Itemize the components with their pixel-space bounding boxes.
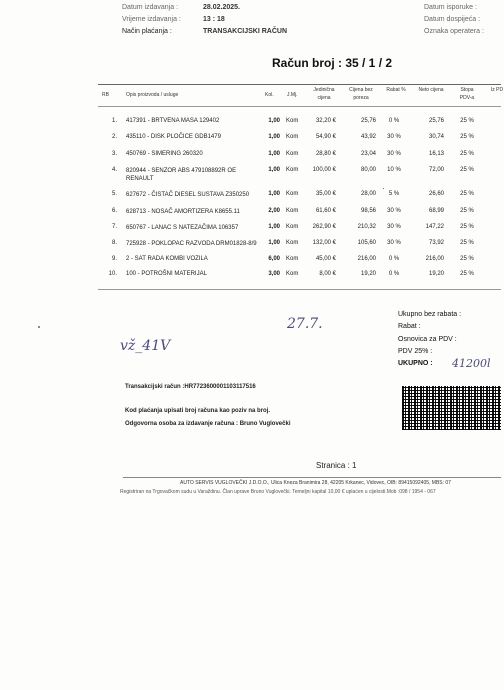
operator-label: Oznaka operatera : (424, 28, 484, 35)
cell-vat: 25 % (460, 134, 474, 140)
cell-unit: Kom (286, 191, 299, 197)
cell-desc: 435110 - DISK PLOČICE GDB1479 (126, 134, 221, 140)
cell-unit: Kom (286, 151, 299, 157)
due-label: Datum dospijeća : (424, 16, 481, 23)
cell-rb: 9. (111, 256, 117, 262)
cell-discount: 30 % (387, 224, 401, 230)
table-top-rule (98, 84, 501, 85)
summary-vat-base: Osnovica za PDV : (398, 336, 457, 343)
cell-neto: 30,74 (428, 134, 444, 140)
cell-neto: 216,00 (425, 256, 444, 262)
cell-neto: 68,99 (428, 208, 444, 214)
cell-vat: 25 % (460, 208, 474, 214)
cell-desc: 820944 - SENZOR ABS 479108892R OE RENAULT (126, 168, 237, 182)
col-price-no-tax: Cijena bez poreza (349, 87, 373, 101)
cell-neto: 19,20 (428, 271, 444, 277)
cell-neto: 16,13 (428, 151, 444, 157)
date-issue-value: 28.02.2025. (203, 4, 240, 11)
summary-without-discount: Ukupno bez rabata : (398, 311, 462, 318)
summary-vat: PDV 25% : (398, 348, 433, 355)
cell-price: 54,90 € (315, 134, 336, 140)
footer-registration: Registriran na Trgovačkom sudu u Varaždinu. Član uprave Bruno Vuglovečki. Temeljni kapital 10,00 € uplaćen u cijelosti.Mob :098 / 1954 - 067 (120, 489, 436, 495)
cell-price: 35,00 € (315, 191, 336, 197)
cell-price: 32,20 € (315, 118, 336, 124)
cell-qty: 2,00 (268, 208, 280, 214)
payment-reference-note: Kod plaćanja upisati broj računa kao poziv na broj. (125, 408, 271, 414)
cell-vat: 25 % (460, 240, 474, 246)
cell-vat: 25 % (460, 256, 474, 262)
cell-discount: 30 % (387, 240, 401, 246)
cell-vat: 25 % (460, 271, 474, 277)
cell-discount: 0 % (388, 271, 400, 277)
cell-discount: 10 % (387, 167, 401, 173)
cell-neto: 72,00 (428, 167, 444, 173)
cell-desc: 650767 - LANAC S NATEZAČIMA 106357 (126, 225, 239, 231)
date-issue-label: Datum izdavanja : (122, 4, 179, 11)
payment-label: Način plaćanja : (122, 28, 172, 35)
cell-qty: 1,00 (268, 240, 280, 246)
cell-qty: 6,00 (268, 256, 280, 262)
cell-vat: 25 % (460, 191, 474, 197)
footer-company: AUTO SERVIS VUGLOVEČKI J.D.O.O., Ulica Kneza Branimira 28, 42205 Krkanec, Vidovec, OIB: 89415092405, MBS: 07 (180, 480, 451, 486)
cell-price: 132,00 € (312, 240, 336, 246)
cell-unit: Kom (286, 271, 299, 277)
cell-neto: 147,22 (425, 224, 444, 230)
cell-desc: 100 - POTROŠNI MATERIJAL (126, 271, 207, 277)
handwritten-total: 41200l (452, 357, 491, 370)
cell-net_price: 25,76 (360, 118, 376, 124)
cell-discount: 0 % (388, 256, 400, 262)
cell-rb: 7. (111, 224, 117, 230)
col-vat-amount: Iz PD (490, 87, 504, 93)
cell-rb: 2. (111, 134, 117, 140)
col-desc: Opis proizvoda / usluge (126, 92, 179, 98)
cell-unit: Kom (286, 167, 299, 173)
cell-qty: 3,00 (268, 271, 280, 277)
cell-price: 28,80 € (315, 151, 336, 157)
cell-rb: 5. (111, 191, 117, 197)
col-vat-rate: Stopa PDV-a (459, 87, 475, 101)
cell-desc: 628713 - NOSAČ AMORTIZERA K8655.11 (126, 209, 240, 215)
cell-qty: 1,00 (268, 134, 280, 140)
cell-unit: Kom (286, 134, 299, 140)
time-issue-value: 13 : 18 (203, 16, 225, 23)
col-rb: RB (102, 92, 109, 98)
cell-price: 8,00 € (319, 271, 336, 277)
cell-qty: 1,00 (268, 151, 280, 157)
payment-barcode (402, 386, 501, 430)
cell-net_price: 19,20 (360, 271, 376, 277)
scan-speck (38, 326, 40, 328)
cell-rb: 6. (111, 208, 117, 214)
bank-account: Transakcijski račun :HR7723600001103117516 (125, 384, 256, 390)
cell-discount: 0 % (388, 118, 400, 124)
cell-qty: 1,00 (268, 118, 280, 124)
cell-discount: 30 % (387, 208, 401, 214)
cell-net_price: 23,04 (360, 151, 376, 157)
cell-vat: 25 % (460, 224, 474, 230)
table-header-rule (98, 106, 501, 107)
page-number: Stranica : 1 (316, 461, 357, 470)
cell-discount: 5 % (388, 191, 400, 197)
col-discount: Rabat % (386, 87, 406, 93)
delivery-label: Datum isporuke : (424, 4, 477, 11)
cell-net_price: 43,92 (360, 134, 376, 140)
cell-net_price: 210,32 (357, 224, 376, 230)
responsible-person: Odgovorna osoba za izdavanje računa : Bruno Vuglovečki (125, 421, 291, 427)
cell-discount: 30 % (387, 151, 401, 157)
cell-rb: 4. (111, 167, 117, 173)
cell-neto: 25,76 (428, 118, 444, 124)
cell-net_price: 98,56 (360, 208, 376, 214)
cell-net_price: 105,60 (357, 240, 376, 246)
cell-desc: 2 - SAT RADA KOMBI VOZILA (126, 256, 208, 262)
summary-total: UKUPNO : (398, 360, 433, 367)
payment-value: TRANSAKCIJSKI RAČUN (203, 28, 288, 35)
cell-rb: 3. (111, 151, 117, 157)
cell-rb: 1. (111, 118, 117, 124)
cell-discount: 30 % (387, 134, 401, 140)
col-unit-price: Jedinična cijena (313, 87, 335, 101)
cell-qty: 1,00 (268, 191, 280, 197)
table-bottom-rule (98, 289, 501, 290)
cell-rb: 10. (108, 271, 117, 277)
invoice-title: Račun broj : 35 / 1 / 2 (272, 56, 393, 70)
summary-discount: Rabat : (398, 323, 421, 330)
cell-unit: Kom (286, 256, 299, 262)
handwritten-date: 27.7. (287, 316, 323, 332)
cell-neto: 73,92 (428, 240, 444, 246)
cell-unit: Kom (286, 208, 299, 214)
cell-vat: 25 % (460, 118, 474, 124)
col-neto: Neto cijena (418, 87, 444, 93)
cell-desc: 627672 - ČISTAČ DIESEL SUSTAVA Z350250 (126, 192, 250, 198)
cell-net_price: 216,00 (357, 256, 376, 262)
cell-price: 61,60 € (315, 208, 336, 214)
cell-desc: 450769 - SIMERING 260320 (126, 151, 203, 157)
cell-unit: Kom (286, 224, 299, 230)
cell-rb: 8. (111, 240, 117, 246)
cell-neto: 26,60 (428, 191, 444, 197)
cell-price: 100,00 € (312, 167, 336, 173)
cell-net_price: 80,00 (360, 167, 376, 173)
cell-vat: 25 % (460, 167, 474, 173)
cell-desc: 725928 - POKLOPAC RAZVODA DRM01828-8/9 (126, 241, 257, 247)
cell-unit: Kom (286, 240, 299, 246)
time-issue-label: Vrijeme izdavanja : (122, 16, 181, 23)
scan-speck (383, 188, 384, 189)
footer-rule (123, 477, 501, 478)
cell-desc: 417391 - BRTVENA MASA 129402 (126, 118, 220, 124)
cell-unit: Kom (286, 118, 299, 124)
cell-qty: 1,00 (268, 167, 280, 173)
cell-price: 45,00 € (315, 256, 336, 262)
col-qty: Kol. (265, 92, 274, 98)
cell-qty: 1,00 (268, 224, 280, 230)
cell-net_price: 28,00 (360, 191, 376, 197)
col-unit: J.Mj. (287, 92, 298, 98)
cell-vat: 25 % (460, 151, 474, 157)
cell-price: 262,90 € (312, 224, 336, 230)
handwritten-note-left: vž_41V (120, 338, 171, 354)
